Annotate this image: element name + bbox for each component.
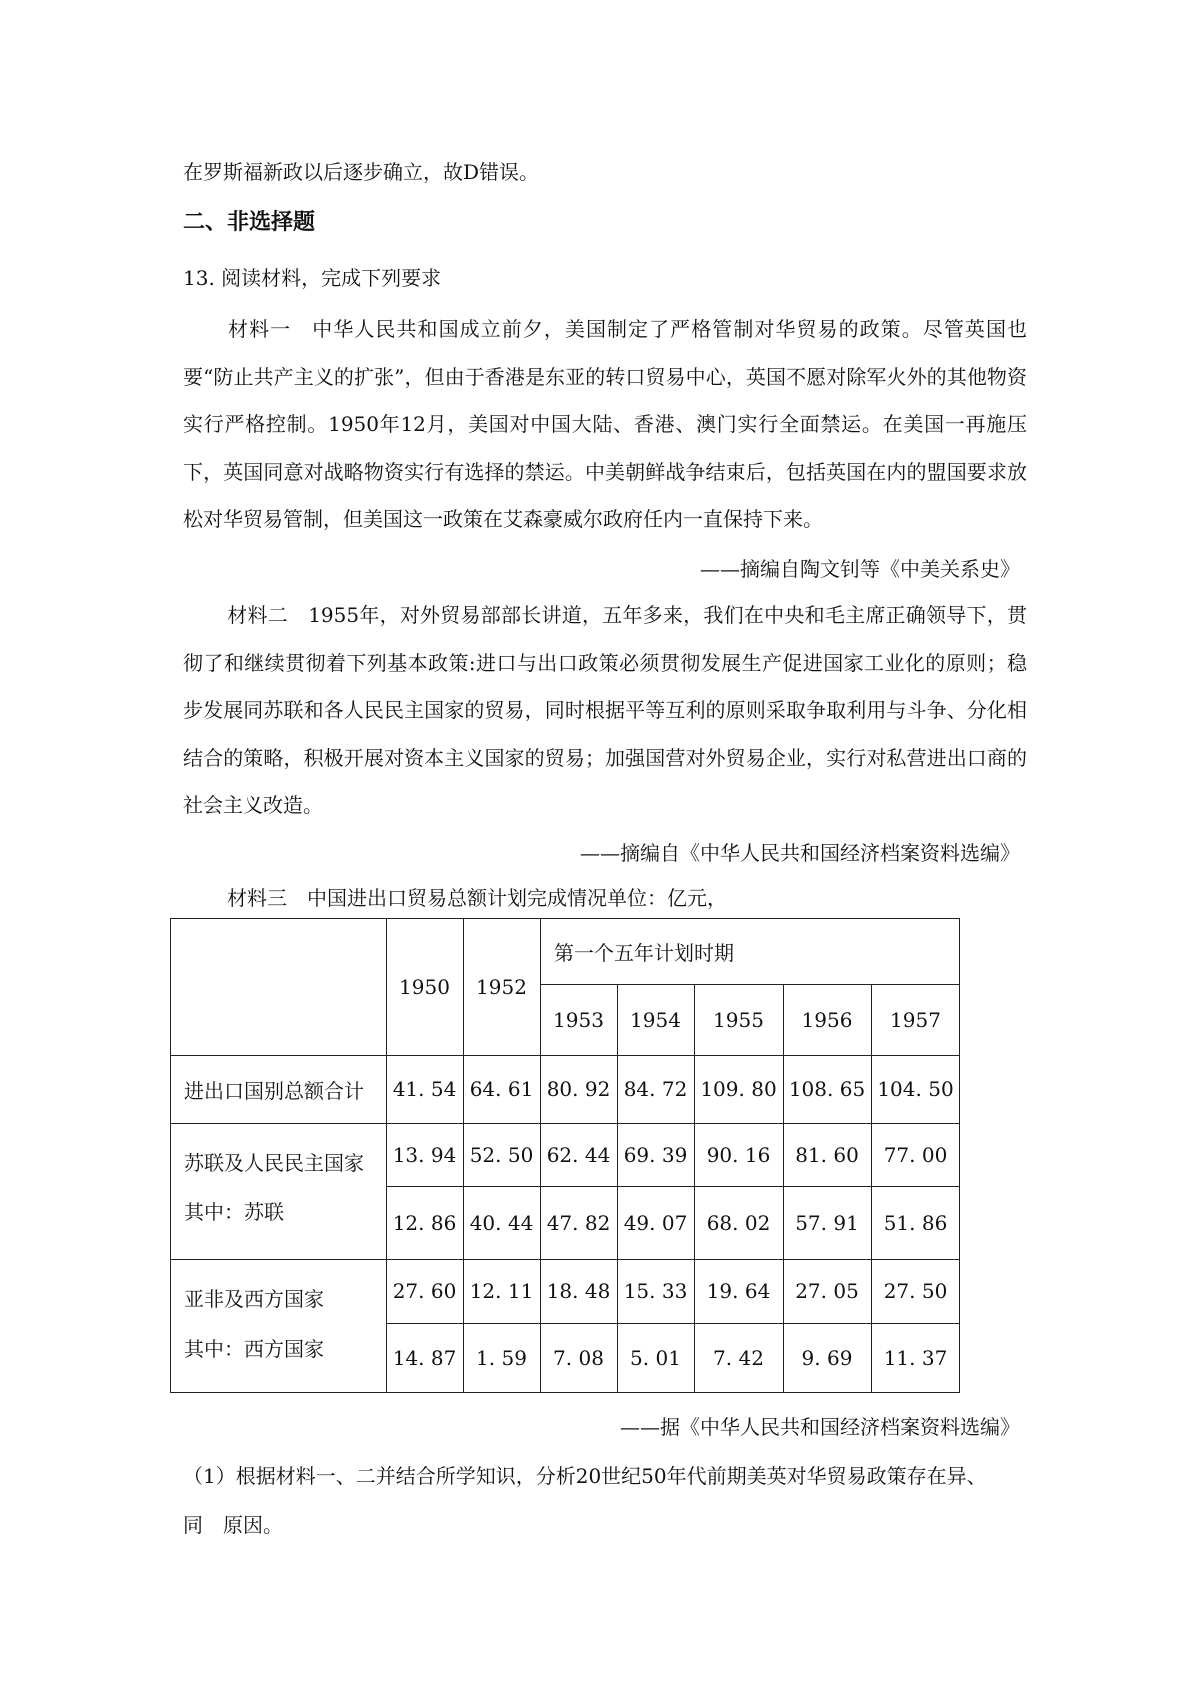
row-label-soviet: 其中：苏联 bbox=[184, 1200, 284, 1224]
row-label-afro-west: 亚非及西方国家 bbox=[184, 1287, 324, 1311]
header-year-1953: 1953 bbox=[553, 1007, 604, 1032]
cell-soviet-bloc: 77. 00 bbox=[883, 1142, 948, 1167]
cell-soviet-bloc: 90. 16 bbox=[706, 1142, 771, 1167]
cell-afro-west: 18. 48 bbox=[546, 1279, 611, 1303]
cell-afro-west: 15. 33 bbox=[623, 1279, 688, 1303]
cell-total: 80. 92 bbox=[546, 1077, 611, 1101]
header-year-1955: 1955 bbox=[713, 1007, 764, 1032]
cell-west: 7. 08 bbox=[553, 1346, 604, 1370]
cell-west: 1. 59 bbox=[476, 1346, 527, 1370]
material1-source: ——摘编自陶文钊等《中美关系史》 bbox=[700, 557, 1020, 581]
cell-total: 108. 65 bbox=[788, 1077, 866, 1101]
cell-west: 7. 42 bbox=[713, 1346, 764, 1370]
question-title: 13. 阅读材料，完成下列要求 bbox=[183, 266, 442, 290]
cell-soviet-bloc: 69. 39 bbox=[623, 1142, 688, 1167]
material1-text: 材料一 中华人民共和国成立前夕，美国制定了严格管制对华贸易的政策。尽管英国也要“防止共产主义的扩张”，但由于香港是东亚的转口贸易中心，英国不愿对除军火外的其他物资实行严格控制。1950年12月，美国对中国大陆、香港、澳门实行全面禁运。在美国一再施压下，英国同意对战略物资实行有选择的禁运。中美朝鲜战争结束后，包括英国在内的盟国要求放松对华贸易管制，但美国这一政策在艾森豪威尔政府任内一直保持下来。 bbox=[183, 317, 1027, 531]
cell-west: 5. 01 bbox=[630, 1346, 681, 1370]
header-year-1954: 1954 bbox=[630, 1007, 681, 1032]
cell-west: 9. 69 bbox=[801, 1346, 853, 1370]
header-year-1952: 1952 bbox=[476, 974, 527, 999]
cell-afro-west: 27. 50 bbox=[883, 1279, 948, 1303]
material3-source: ——据《中华人民共和国经济档案资料选编》 bbox=[620, 1415, 1020, 1439]
cell-total: 84. 72 bbox=[623, 1077, 688, 1101]
cell-afro-west: 27. 05 bbox=[795, 1279, 859, 1303]
cell-soviet: 57. 91 bbox=[795, 1210, 859, 1235]
cell-soviet: 47. 82 bbox=[546, 1210, 611, 1235]
header-year-1957: 1957 bbox=[890, 1007, 941, 1032]
material2-paragraph bbox=[183, 592, 1027, 830]
cell-west: 11. 37 bbox=[883, 1346, 948, 1370]
cell-soviet: 49. 07 bbox=[623, 1210, 688, 1235]
row-label-soviet-bloc: 苏联及人民民主国家 bbox=[184, 1151, 364, 1175]
cell-total: 41. 54 bbox=[392, 1077, 457, 1101]
intro-line: 在罗斯福新政以后逐步确立，故D错误。 bbox=[183, 160, 540, 184]
cell-soviet: 68. 02 bbox=[706, 1210, 771, 1235]
subquestion1-line2: 同 原因。 bbox=[183, 1513, 283, 1537]
row-label-west: 其中：西方国家 bbox=[184, 1337, 324, 1361]
row-label-total: 进出口国别总额合计 bbox=[184, 1078, 364, 1103]
cell-soviet-bloc: 52. 50 bbox=[469, 1142, 534, 1167]
cell-soviet-bloc: 13. 94 bbox=[392, 1142, 457, 1167]
material1-paragraph bbox=[183, 306, 1027, 544]
cell-soviet: 40. 44 bbox=[469, 1210, 534, 1235]
cell-soviet-bloc: 81. 60 bbox=[795, 1142, 859, 1167]
cell-afro-west: 12. 11 bbox=[469, 1279, 534, 1303]
subquestion1-line1: （1）根据材料一、二并结合所学知识，分析20世纪50年代前期美英对华贸易政策存在异、 bbox=[183, 1464, 987, 1488]
cell-soviet: 51. 86 bbox=[883, 1210, 948, 1235]
header-first-five-year-plan: 第一个五年计划时期 bbox=[554, 940, 734, 965]
material3-caption: 材料三 中国进出口贸易总额计划完成情况单位：亿元， bbox=[227, 886, 727, 910]
header-year-1956: 1956 bbox=[801, 1007, 853, 1032]
section-title: 二、非选择题 bbox=[183, 210, 316, 235]
cell-total: 109. 80 bbox=[700, 1077, 777, 1101]
cell-total: 104. 50 bbox=[877, 1077, 954, 1101]
cell-west: 14. 87 bbox=[392, 1346, 457, 1370]
cell-soviet: 12. 86 bbox=[392, 1210, 457, 1235]
material2-text: 材料二 1955年，对外贸易部部长讲道，五年多来，我们在中央和毛主席正确领导下，贯彻了和继续贯彻着下列基本政策:进口与出口政策必须贯彻发展生产促进国家工业化的原则；稳步发展同苏联和各人民民主国家的贸易，同时根据平等互利的原则采取争取利用与斗争、分化相结合的策略，积极开展对资本主义国家的贸易；加强国营对外贸易企业，实行对私营进出口商的社会主义改造。 bbox=[183, 603, 1027, 817]
material2-source: ——摘编自《中华人民共和国经济档案资料选编》 bbox=[580, 841, 1020, 865]
cell-afro-west: 19. 64 bbox=[706, 1279, 771, 1303]
cell-afro-west: 27. 60 bbox=[392, 1279, 457, 1303]
header-year-1950: 1950 bbox=[399, 974, 450, 999]
cell-total: 64. 61 bbox=[469, 1077, 534, 1101]
cell-soviet-bloc: 62. 44 bbox=[546, 1142, 611, 1167]
